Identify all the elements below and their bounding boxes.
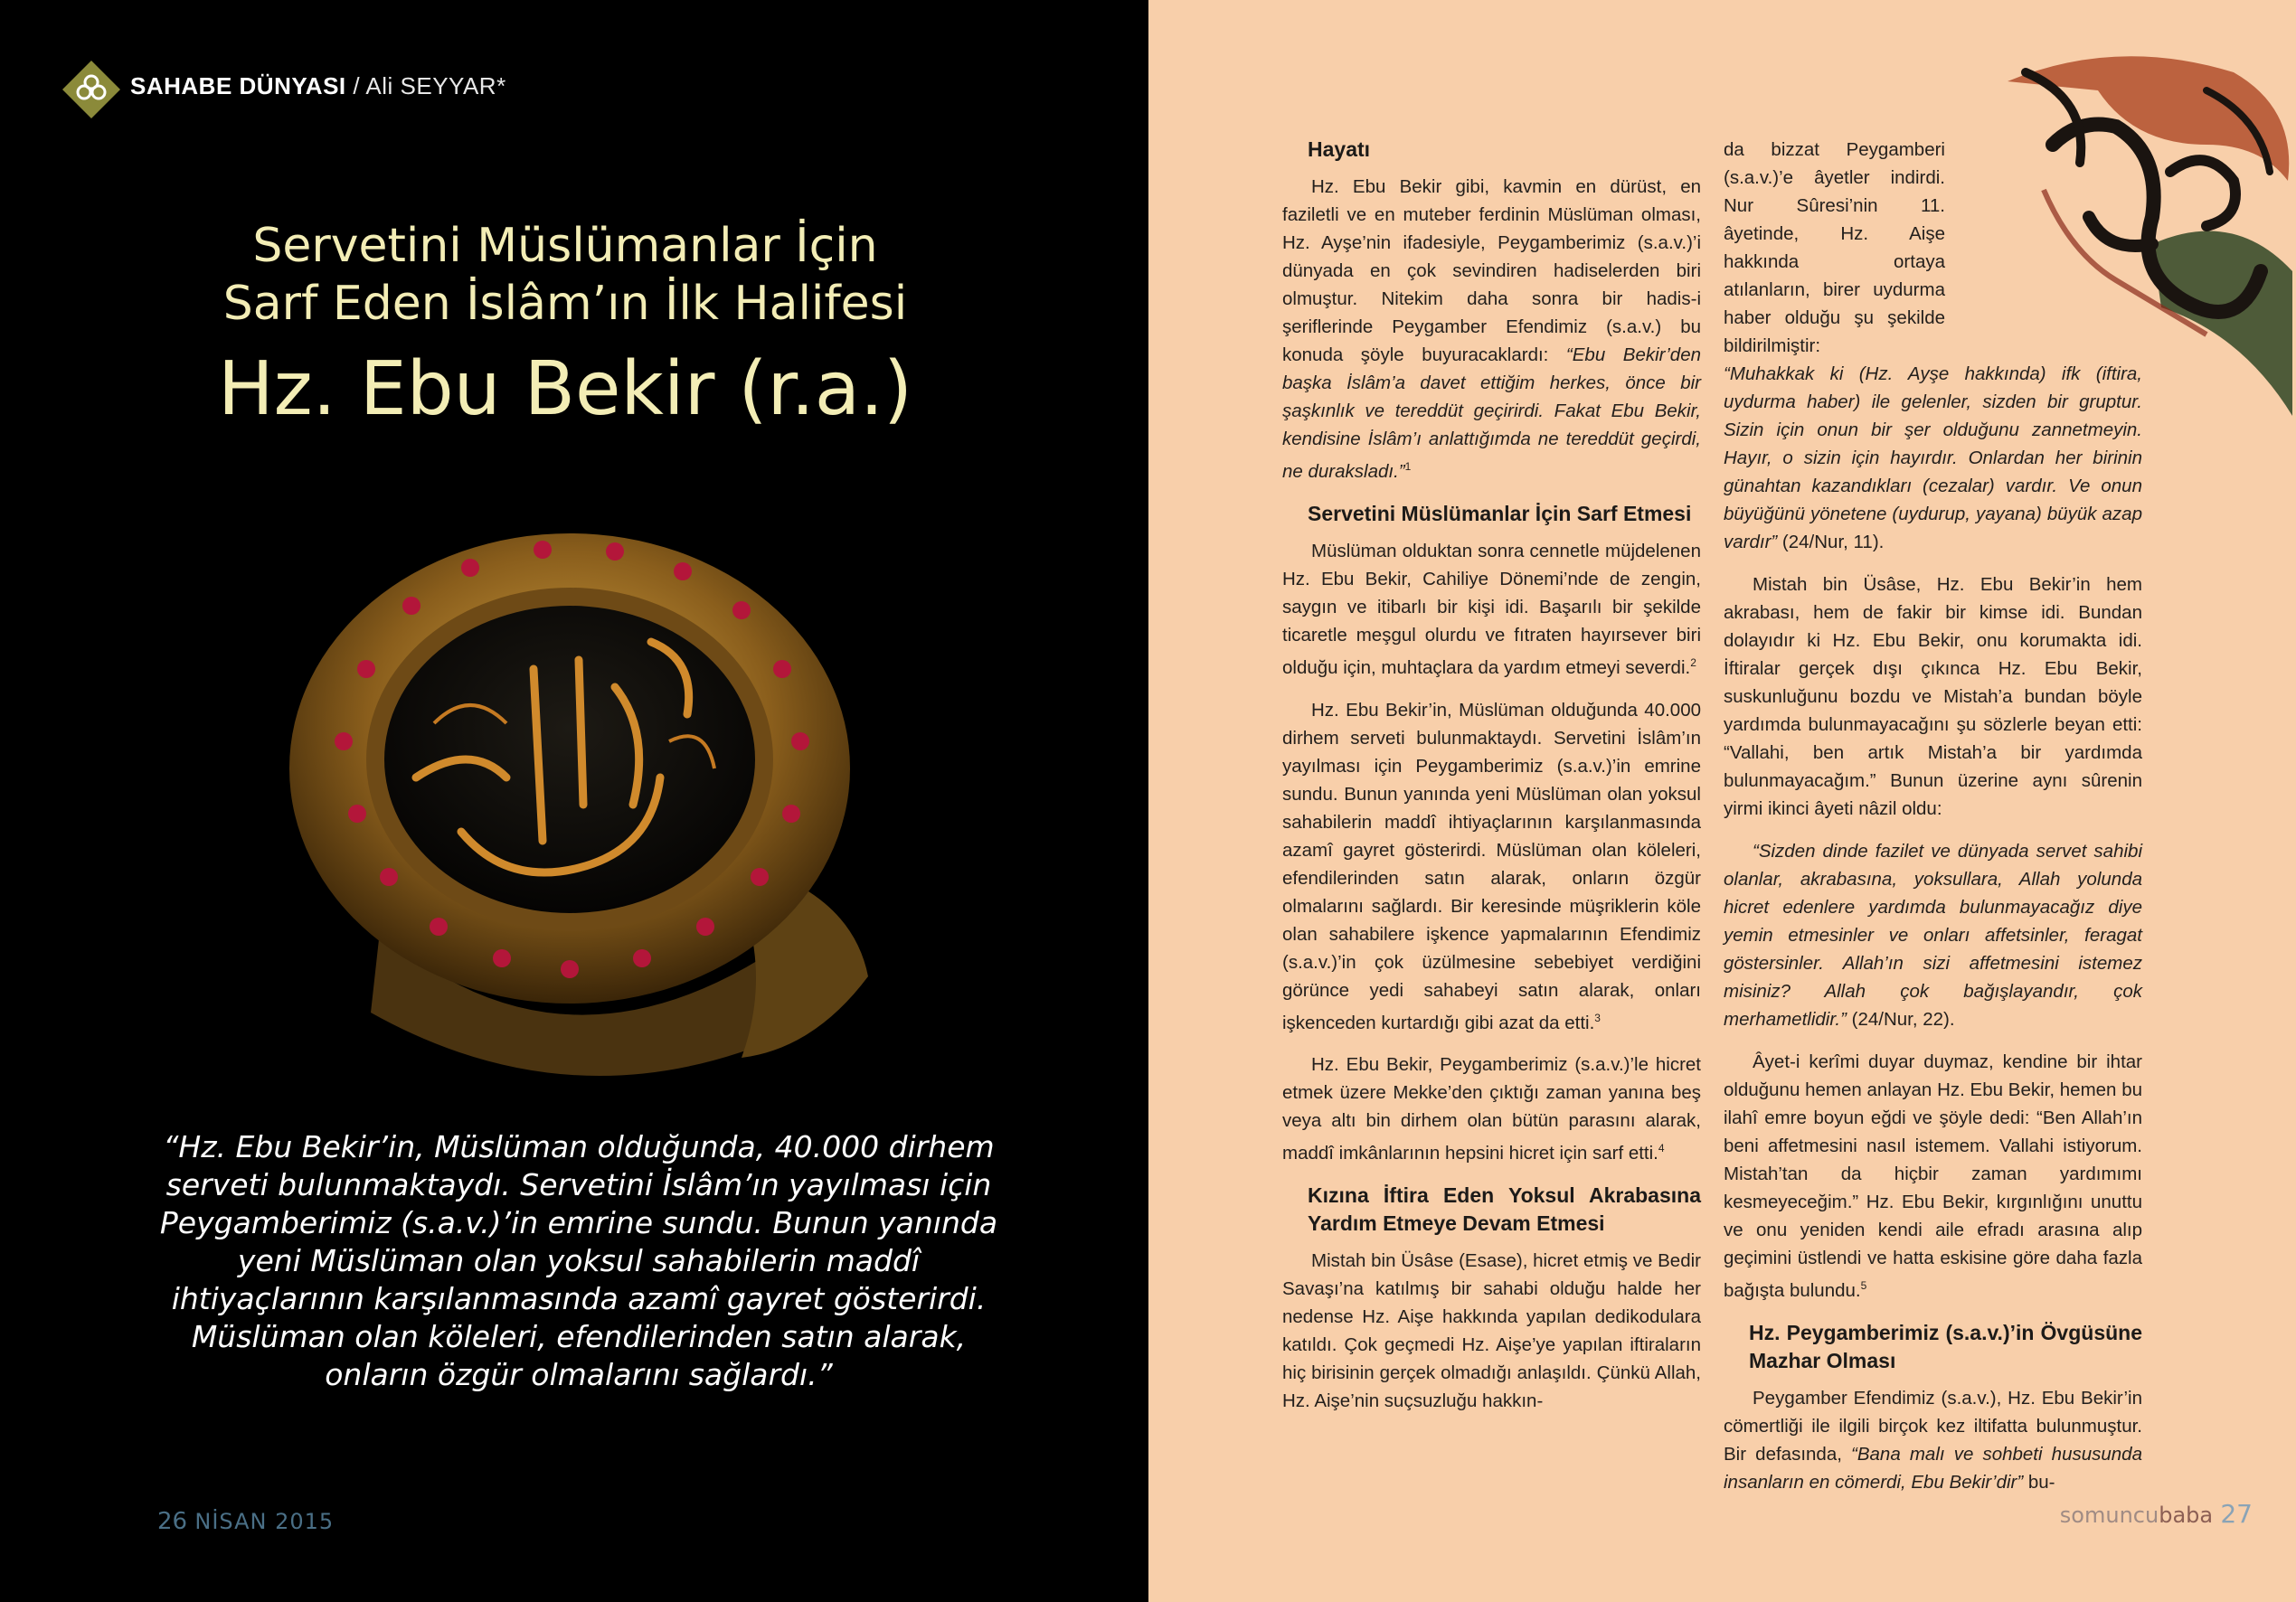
ring-image: [271, 506, 886, 1085]
ayah-quote: “Muhakkak ki (Hz. Ayşe hakkında) ifk (iftira, uydurma haber) ile gelenler, sizden bir gruptur. Sizin için onun bir şer olduğunu zannetmeyin. Hayır, o sizin için hayırdır. Onlardan her birinin günahtan kazandıkları (cezalar) vardır. Ve onun büyüğünü yönetene (uydurup, yayana) büyük azap vardır”: [1724, 363, 2142, 552]
section-separator: /: [353, 72, 361, 99]
paragraph: [1724, 1384, 2142, 1496]
paragraph-narrow: [1724, 136, 1945, 360]
hadith-quote: “Ebu Bekir’den başka İslâm’a davet ettiğim herkes, önce bir şaşkınlık ve tereddüt geçirirdi. Fakat Ebu Bekir, kendisine İslâm’ı anlattığımda ne tereddüt geçirdi, ne duraksladı.”: [1282, 344, 1701, 482]
author-name: Ali SEYYAR*: [365, 72, 506, 99]
footnote-ref: 3: [1594, 1011, 1601, 1024]
page-number-right: 27: [2220, 1499, 2253, 1529]
footnote-ref: 1: [1404, 460, 1412, 473]
text: Hz. Ebu Bekir, Peygamberimiz (s.a.v.)’le hicret etmek üzere Mekke’den çıktığı zaman yanına beş veya altı bin dirhem olan bütün parasını alarak, maddî imkânlarının hepsini hicret için sarf etti.: [1282, 1054, 1701, 1164]
text: Müslüman olduktan sonra cennetle müjdelenen Hz. Ebu Bekir, Cahiliye Dönemi’nde de zengin, saygın ve itibarlı bir kişi idi. Başarılı bir şekilde ticaretle meşgul olurdu ve fıtraten hayırsever biri olduğu için, muhtaçlara da yardım etmeyi severdi.: [1282, 540, 1701, 678]
paragraph: [1282, 537, 1701, 682]
heading-ovgu: Hz. Peygamberimiz (s.a.v.)’in Övgüsüne Mazhar Olması: [1749, 1320, 2142, 1372]
text: Âyet-i kerîmi duyar duymaz, kendine bir ihtar olduğunu hemen anlayan Hz. Ebu Bekir, hemen bu ilahî emre boyun eğdi ve şöyle dedi: “Ben Allah’ın beni affetmesini nasıl istemem. Vallahi istiyorum. Mistah’tan da hiçbir zaman yardımımı kesmeyeceğim.” Hz. Ebu Bekir, kırgınlığını unuttu ve onu yeniden kendi aile efradı arasına alıp geçimini üstlendi ve hatta eskisine göre daha fazla bağışta bulundu.: [1724, 1051, 2142, 1301]
section-label: [130, 72, 506, 100]
right-page: [1148, 0, 2296, 1602]
heading-servet: Servetini Müslümanlar İçin Sarf Etmesi: [1308, 501, 1692, 525]
title-line-1: Servetini Müslümanlar İçin: [252, 219, 878, 273]
text: (24/Nur, 22).: [1846, 1009, 1955, 1030]
paragraph: [1282, 1051, 1701, 1167]
heading-kizina-iftira: Kızına İftira Eden Yoksul Akrabasına Yardım Etmeye Devam Etmesi: [1308, 1183, 1701, 1236]
text: bu-: [2023, 1471, 2055, 1493]
text: Mistah bin Üsâse, Hz. Ebu Bekir’in hem akrabası, hem de fakir bir kimse idi. Bundan dolayıdır ki Hz. Ebu Bekir, onu korumakta idi. İftiralar gerçek dışı çıkınca Hz. Ebu Bekir, suskunluğunu bozdu ve Mistah’a bundan böyle yardımda bulunmayacağını şu sözlerle beyan etti: “Vallahi, ben artık Mistah’a bir yardımda bulunmayacağım.” Bunun üzerine aynı sûrenin yirmi ikinci âyeti nâzil oldu:: [1724, 574, 2142, 819]
section-name: SAHABE DÜNYASI: [130, 72, 346, 99]
paragraph: [1724, 570, 2142, 823]
folio-left: [157, 1508, 334, 1535]
paragraph: [1724, 360, 2142, 556]
article-column-1: [1282, 136, 1701, 1429]
text: Peygamber Efendimiz (s.a.v.), Hz. Ebu Bekir’in cömertliği ile ilgili birçok kez iltifatta bulunmuştur. Bir defasında,: [1724, 1387, 2142, 1465]
magazine-name-a: somuncu: [2059, 1503, 2159, 1528]
folio-right: [2060, 1499, 2253, 1529]
article-title: [163, 217, 968, 439]
magazine-name-b: baba: [2159, 1503, 2214, 1528]
text: Hz. Ebu Bekir’in, Müslüman olduğunda 40.000 dirhem serveti bulunmaktaydı. Servetini İslâm’ın yayılması için Peygamberimiz (s.a.v.)’in emrine sundu. Bunun yanında yeni Müslüman olan yoksul sahabilerin maddî ihtiyaçlarının karşılanmasında azamî gayret gösterirdi. Müslüman olan köleleri, efendilerinden satın alarak, onların özgür olmalarını sağlardı. Bir keresinde müşriklerin köle olan sahabilere işkence yapmalarının Efendimiz (s.a.v.)’in çok üzülmesine sebebiyet verdiğini görünce yedi sahabeyi satın alarak, onları işkenceden kurtardığı gibi azat da etti.: [1282, 699, 1701, 1033]
heading-hayati: Hayatı: [1308, 137, 1371, 161]
pull-quote: “Hz. Ebu Bekir’in, Müslüman olduğunda, 40.000 dirhem serveti bulunmaktaydı. Servetini İslâm’ın yayılması için Peygamberimiz (s.a.v.)’in emrine sundu. Bunun yanında yeni Müslüman olan yoksul sahabilerin maddî ihtiyaçlarının karşılanmasında azamî gayret gösterirdi. Müslüman olan köleleri, efendilerinden satın alarak, onların özgür olmalarını sağlardı.”: [159, 1129, 998, 1392]
hadith-quote: “Bana malı ve sohbeti hususunda insanların en cömerdi, Ebu Bekir’dir”: [1724, 1443, 2142, 1493]
text: Hz. Ebu Bekir gibi, kavmin en dürüst, en faziletli ve en muteber ferdinin Müslüman olması, Hz. Ayşe’nin ifadesiyle, Peygamberimiz (s.a.v.)’i dünyada en çok sevindiren hadiselerden biri olmuştur. Nitekim daha sonra bir hadis-i şeriflerinde Peygamber Efendimiz (s.a.v.) bu konuda şöyle buyuracaklardı:: [1282, 176, 1701, 365]
paragraph: [1724, 1048, 2142, 1305]
issue-date: NİSAN 2015: [194, 1509, 335, 1534]
title-line-3: Hz. Ebu Bekir (r.a.): [217, 346, 913, 432]
text: Mistah bin Üsâse (Esase), hicret etmiş ve Bedir Savaşı’na katılmış bir sahabi olduğu halde her nedense Hz. Aişe hakkında yapılan dedikodulara katıldı. Çok geçmedi Hz. Aişe’ye yapılan iftiraların hiç birisinin gerçek olmadığı anlaşıldı. Çünkü Allah, Hz. Aişe’nin suçsuzluğu hakkın-: [1282, 1250, 1701, 1412]
magazine-name: [2060, 1503, 2213, 1528]
paragraph: [1282, 1247, 1701, 1415]
title-line-2: Sarf Eden İslâm’ın İlk Halifesi: [222, 277, 908, 331]
footnote-ref: 5: [1860, 1279, 1867, 1292]
footnote-ref: 4: [1658, 1142, 1665, 1155]
text: (24/Nur, 11).: [1777, 532, 1885, 552]
footnote-ref: 2: [1690, 655, 1696, 669]
text: da bizzat Peygamberi (s.a.v.)’e âyetler indirdi. Nur Sûresi’nin 11. âyetinde, Hz. Aişe hakkında ortaya atılanların, birer uydurma haber olduğu şu şekilde bildirilmiştir:: [1724, 139, 1945, 356]
paragraph: [1724, 837, 2142, 1033]
paragraph: [1282, 696, 1701, 1037]
article-column-2: [1724, 136, 2142, 1511]
paragraph: [1282, 173, 1701, 485]
page-number-left: 26: [157, 1508, 188, 1535]
badge-icon: [61, 60, 121, 119]
ayah-quote: “Sizden dinde fazilet ve dünyada servet sahibi olanlar, akrabasına, yoksullara, Allah yolunda hicret edenlere yardımda bulunmayacağız diye yemin etmesinler ve onları affetsinler, feragat göstersinler. Allah’ın sizi affetmesini istemez misiniz? Allah çok bağışlayandır, çok merhametlidir.”: [1724, 841, 2142, 1030]
